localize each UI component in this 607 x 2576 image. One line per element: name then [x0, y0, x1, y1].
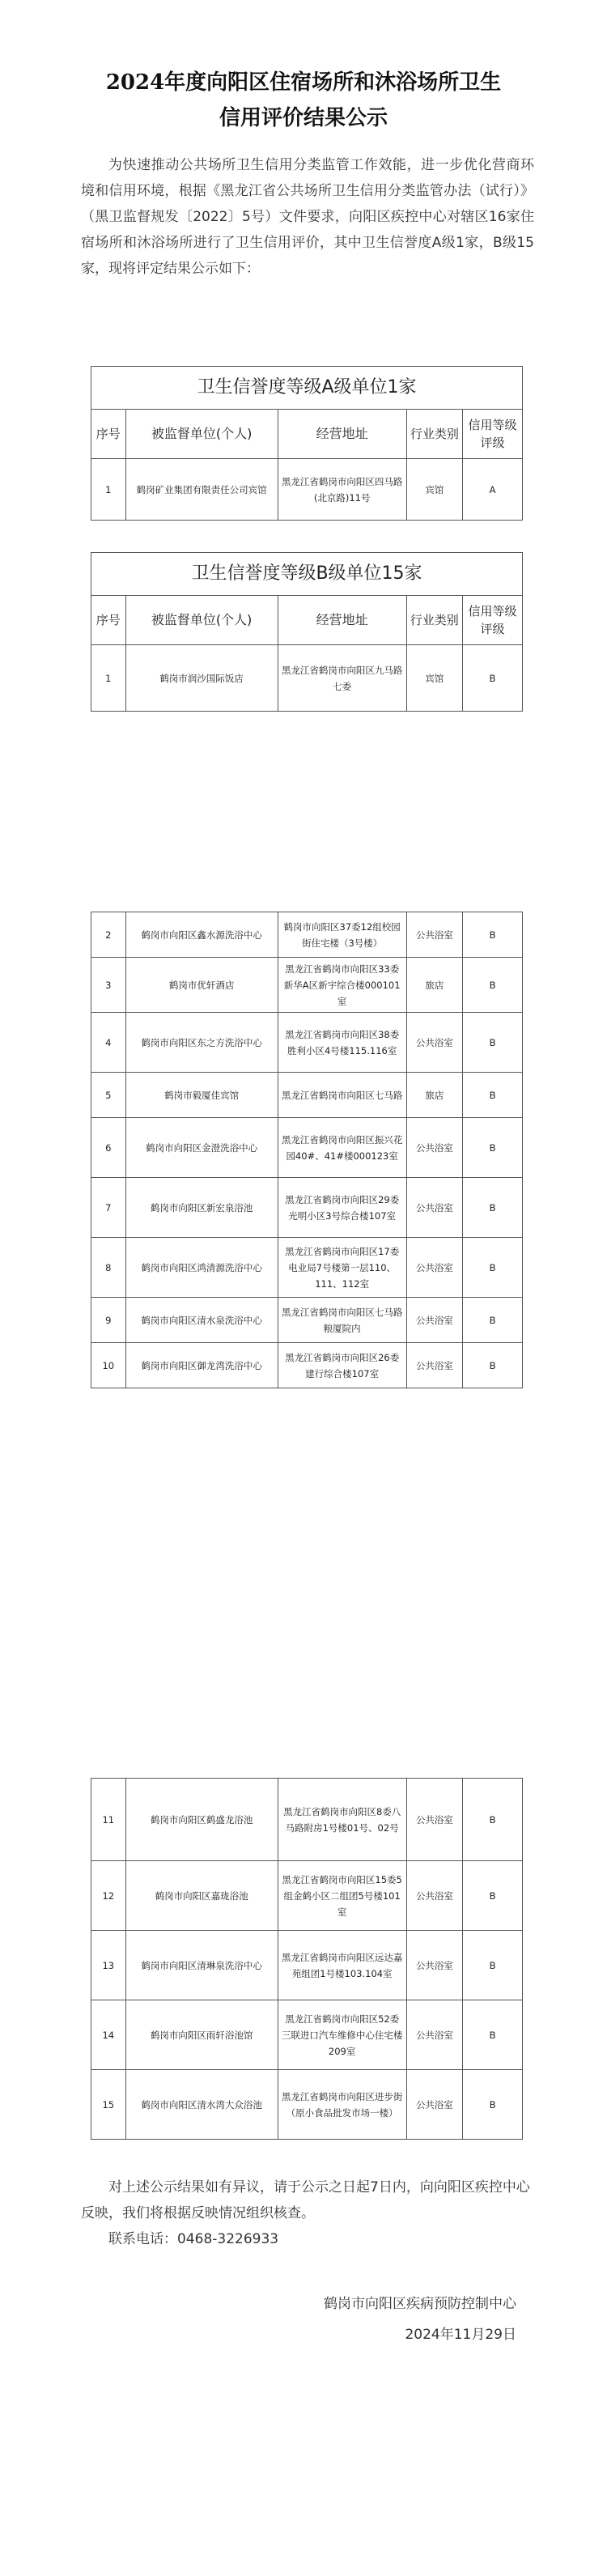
table-row: [91, 958, 523, 1013]
table-row: [91, 1118, 523, 1178]
signature-org: 鹤岗市向阳区疾病预防控制中心: [324, 2296, 516, 2312]
cell-address: 黑龙江省鹤岗市向阳区38委胜利小区4号楼115.116室: [278, 1013, 406, 1073]
cell-no: 1: [91, 459, 126, 521]
cell-industry: 公共浴室: [406, 2000, 462, 2070]
cell-address: 黑龙江省鹤岗市向阳区振兴花园40#、41#楼000123室: [278, 1118, 406, 1178]
cell-address: 黑龙江省鹤岗市向阳区29委光明小区3号综合楼107室: [278, 1178, 406, 1238]
cell-industry: 公共浴室: [406, 1178, 462, 1238]
table-row: [91, 1861, 523, 1931]
document-title: [49, 65, 558, 136]
cell-no: 4: [91, 1013, 126, 1073]
header-address: 经营地址: [278, 596, 406, 645]
table-row: [91, 1238, 523, 1298]
table-row: [91, 1073, 523, 1118]
cell-grade: B: [463, 1298, 523, 1343]
cell-address: 鹤岗市向阳区37委12组校园街住宅楼（3号楼）: [278, 912, 406, 958]
cell-name: 鹤岗市向阳区嘉珑浴池: [125, 1861, 278, 1931]
cell-name: 鹤岗市向阳区鸿清源洗浴中心: [125, 1238, 278, 1298]
cell-no: 5: [91, 1073, 126, 1118]
cell-grade: B: [463, 1118, 523, 1178]
cell-industry: 公共浴室: [406, 1238, 462, 1298]
cell-no: 7: [91, 1178, 126, 1238]
cell-name: 鹤岗市向阳区清水泉洗浴中心: [125, 1298, 278, 1343]
cell-industry: 公共浴室: [406, 1931, 462, 2000]
cell-industry: 公共浴室: [406, 912, 462, 958]
intro-paragraph: 为快速推动公共场所卫生信用分类监管工作效能，进一步优化营商环境和信用环境，根据《黑龙江省公共场所卫生信用分类监管办法（试行）》（黑卫监督规发〔2022〕5号）文件要求，向阳区疾控中心对辖区16家住宿场所和沐浴场所进行了卫生信用评价，其中卫生信誉度A级1家，B级15家，现将评定结果公示如下：: [81, 157, 534, 277]
table-row: [91, 1931, 523, 2000]
grade-b-caption: 卫生信誉度等级B级单位15家: [91, 553, 523, 596]
cell-name: 鹤岗市优轩酒店: [125, 958, 278, 1013]
cell-grade: B: [463, 1238, 523, 1298]
cell-no: 3: [91, 958, 126, 1013]
cell-grade: B: [463, 1931, 523, 2000]
cell-industry: 公共浴室: [406, 1298, 462, 1343]
cell-grade: B: [463, 1013, 523, 1073]
cell-address: 黑龙江省鹤岗市向阳区15委5组金鹤小区二组团5号楼101室: [278, 1861, 406, 1931]
table-row: [91, 912, 523, 958]
cell-industry: 公共浴室: [406, 2070, 462, 2140]
contact-line: 联系电话：0468-3226933: [108, 2231, 279, 2247]
cell-address: 黑龙江省鹤岗市向阳区17委电业局7号楼第一层110、111、112室: [278, 1238, 406, 1298]
table-row: [91, 1343, 523, 1388]
cell-industry: 旅店: [406, 1073, 462, 1118]
cell-grade: B: [463, 1073, 523, 1118]
grade-b-table: [91, 552, 523, 712]
cell-name: 鹤岗市向阳区清水湾大众浴池: [125, 2070, 278, 2140]
cell-no: 8: [91, 1238, 126, 1298]
cell-no: 15: [91, 2070, 126, 2140]
cell-grade: B: [463, 1779, 523, 1861]
cell-address: 黑龙江省鹤岗市向阳区26委建行综合楼107室: [278, 1343, 406, 1388]
cell-name: 鹤岗市向阳区新宏泉浴池: [125, 1178, 278, 1238]
table-row: [91, 1298, 523, 1343]
cell-grade: B: [463, 1343, 523, 1388]
cell-name: 鹤岗市向阳区鑫水源洗浴中心: [125, 912, 278, 958]
header-name: 被监督单位(个人): [125, 596, 278, 645]
signature-date: 2024年11月29日: [405, 2327, 516, 2343]
cell-industry: 公共浴室: [406, 1013, 462, 1073]
cell-address: 黑龙江省鹤岗市向阳区33委新华A区新宇综合楼000101室: [278, 958, 406, 1013]
cell-address: 黑龙江省鹤岗市向阳区九马路七委: [278, 645, 406, 712]
cell-no: 14: [91, 2000, 126, 2070]
cell-address: 黑龙江省鹤岗市向阳区8委八马路附房1号楼01号、02号: [278, 1779, 406, 1861]
grade-a-caption: 卫生信誉度等级A级单位1家: [91, 367, 523, 410]
cell-no: 6: [91, 1118, 126, 1178]
table-row: [91, 2000, 523, 2070]
cell-name: 鹤岗市向阳区御龙湾洗浴中心: [125, 1343, 278, 1388]
cell-grade: A: [463, 459, 523, 521]
cell-grade: B: [462, 645, 522, 712]
header-grade: 信用等级评级: [463, 410, 523, 459]
table-row: [91, 459, 523, 521]
grade-a-table: [91, 366, 523, 521]
cell-industry: 公共浴室: [406, 1779, 462, 1861]
cell-address: 黑龙江省鹤岗市向阳区七马路: [278, 1073, 406, 1118]
table-row: [91, 2070, 523, 2140]
header-no: 序号: [91, 596, 126, 645]
cell-grade: B: [463, 1861, 523, 1931]
cell-grade: B: [463, 2070, 523, 2140]
cell-name: 鹤岗矿业集团有限责任公司宾馆: [125, 459, 278, 521]
cell-no: 13: [91, 1931, 126, 2000]
cell-grade: B: [463, 958, 523, 1013]
cell-name: 鹤岗市毅厦佳宾馆: [125, 1073, 278, 1118]
cell-name: 鹤岗市向阳区鹤盛龙浴池: [125, 1779, 278, 1861]
header-address: 经营地址: [278, 410, 406, 459]
cell-grade: B: [463, 1178, 523, 1238]
cell-grade: B: [463, 2000, 523, 2070]
cell-grade: B: [463, 912, 523, 958]
header-name: 被监督单位(个人): [125, 410, 278, 459]
cell-address: 黑龙江省鹤岗市向阳区52委三联进口汽车维修中心住宅楼209室: [278, 2000, 406, 2070]
cell-no: 1: [91, 645, 126, 712]
cell-industry: 公共浴室: [406, 1861, 462, 1931]
cell-name: 鹤岗市向阳区雨轩浴池馆: [125, 2000, 278, 2070]
header-no: 序号: [91, 410, 126, 459]
cell-no: 9: [91, 1298, 126, 1343]
cell-address: 黑龙江省鹤岗市向阳区七马路粮厦院内: [278, 1298, 406, 1343]
header-grade: 信用等级评级: [462, 596, 522, 645]
cell-name: 鹤岗市向阳区清琳泉洗浴中心: [125, 1931, 278, 2000]
objection-paragraph: 对上述公示结果如有异议，请于公示之日起7日内，向向阳区疾控中心反映，我们将根据反映情况组织核查。: [81, 2179, 530, 2221]
cell-address: 黑龙江省鹤岗市向阳区远达嘉苑组团1号楼103.104室: [278, 1931, 406, 2000]
cell-industry: 宾馆: [406, 645, 462, 712]
grade-b-table-continued-2: [91, 1778, 523, 2140]
table-row: [91, 1013, 523, 1073]
cell-no: 2: [91, 912, 126, 958]
table-row: [91, 1779, 523, 1861]
cell-no: 11: [91, 1779, 126, 1861]
table-row: [91, 1178, 523, 1238]
cell-name: 鹤岗市向阳区东之方洗浴中心: [125, 1013, 278, 1073]
cell-industry: 宾馆: [406, 459, 462, 521]
cell-no: 10: [91, 1343, 126, 1388]
header-industry: 行业类别: [406, 596, 462, 645]
title-line-1: 2024年度向阳区住宿场所和沐浴场所卫生: [105, 70, 502, 95]
grade-b-table-continued-1: [91, 912, 523, 1388]
cell-industry: 公共浴室: [406, 1343, 462, 1388]
cell-industry: 公共浴室: [406, 1118, 462, 1178]
header-industry: 行业类别: [406, 410, 462, 459]
cell-name: 鹤岗市向阳区金澄洗浴中心: [125, 1118, 278, 1178]
cell-industry: 旅店: [406, 958, 462, 1013]
cell-no: 12: [91, 1861, 126, 1931]
cell-name: 鹤岗市润沙国际饭店: [125, 645, 278, 712]
title-line-2: 信用评价结果公示: [219, 106, 388, 130]
cell-address: 黑龙江省鹤岗市向阳区四马路(北京路)11号: [278, 459, 406, 521]
cell-address: 黑龙江省鹤岗市向阳区进步街（原小食品批发市场一楼）: [278, 2070, 406, 2140]
table-row: [91, 645, 523, 712]
